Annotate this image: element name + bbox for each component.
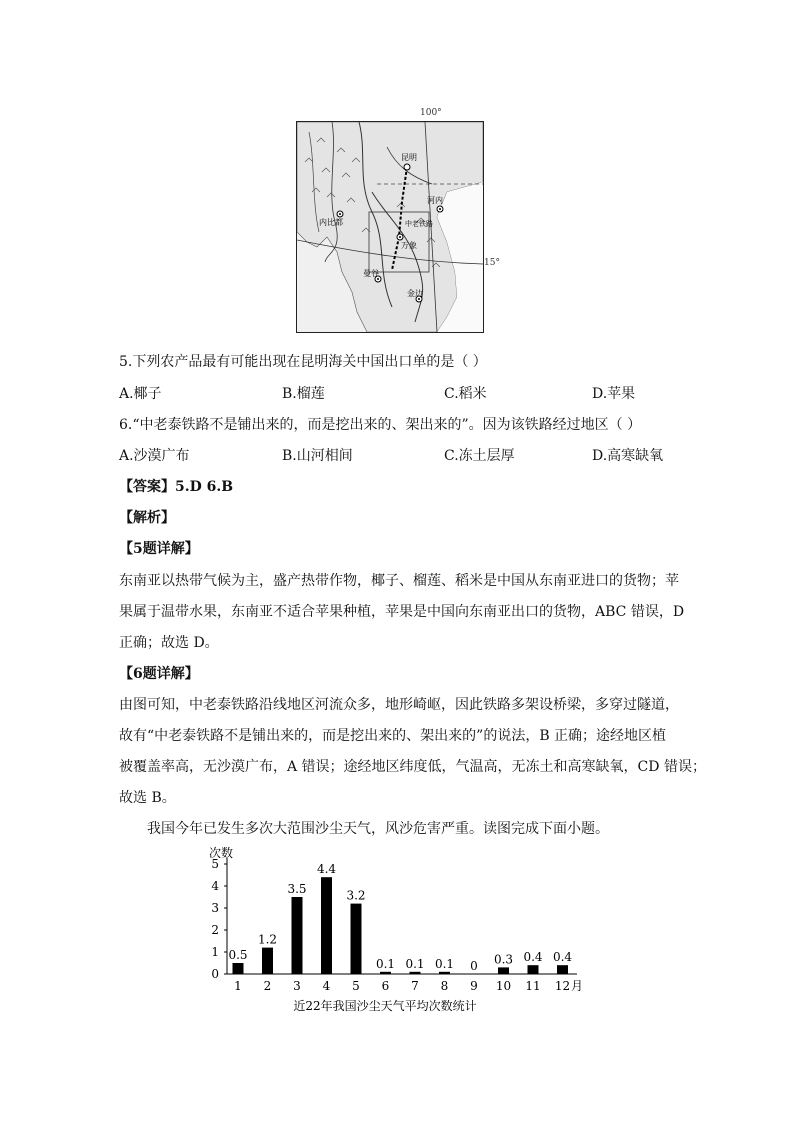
detail-6-line: 由图可知，中老泰铁路沿线地区河流众多，地形崎岖，因此铁路多架设桥梁，多穿过隧道， <box>119 697 679 713</box>
label-bangkok: 曼谷 <box>363 269 379 278</box>
detail-5-line: 正确；故选 D。 <box>119 635 219 651</box>
map-svg <box>297 122 483 332</box>
question-6-option-d: D.高寒缺氧 <box>592 448 664 464</box>
detail-5-heading: 【5题详解】 <box>119 541 199 557</box>
detail-5-line: 东南亚以热带气候为主，盛产热带作物，椰子、榴莲、稻米是中国从东南亚进口的货物；苹 <box>119 573 679 589</box>
label-vientiane: 万象 <box>401 241 417 250</box>
chart-x-tick-label: 10 <box>495 979 512 993</box>
detail-6-heading: 【6题详解】 <box>119 666 199 682</box>
chart-y-tick-label: 0 <box>211 967 219 981</box>
chart-bar <box>410 972 421 974</box>
chart-data-label: 0.5 <box>228 948 248 962</box>
chart-data-label: 1.2 <box>257 932 278 947</box>
chart-x-tick-label: 12 <box>554 979 571 993</box>
chart-x-tick-label: 9 <box>470 979 478 993</box>
chart-data-label: 0.1 <box>434 956 455 971</box>
label-hanoi: 河内 <box>427 196 443 205</box>
chart-y-tick-label: 5 <box>211 857 219 871</box>
chart-x-tick-label: 7 <box>411 979 419 993</box>
chart-data-label: 3.2 <box>346 888 366 903</box>
chart-bar <box>557 965 568 974</box>
chart-y-tick-label: 4 <box>211 879 219 893</box>
chart-data-label: 0.4 <box>552 950 573 965</box>
dust-question-intro: 我国今年已发生多次大范围沙尘天气，风沙危害严重。读图完成下面小题。 <box>147 821 609 837</box>
chart-data-label: 3.5 <box>287 882 307 896</box>
chart-bar <box>321 877 332 974</box>
chart-bar <box>380 972 391 974</box>
analysis-heading: 【解析】 <box>119 510 175 526</box>
chart-y-tick-label: 2 <box>211 923 219 937</box>
chart-data-label: 4.4 <box>316 862 337 877</box>
chart-y-tick-label: 1 <box>211 945 219 959</box>
city-kunming-marker <box>404 164 410 170</box>
chart-bar <box>292 897 303 974</box>
label-railway: 中老铁路 <box>405 220 433 228</box>
dust-weather-bar-chart <box>195 842 595 1017</box>
question-5-option-a: A.椰子 <box>119 386 162 402</box>
question-6-option-c: C.冻土层厚 <box>444 448 515 464</box>
chart-x-tick-label: 1 <box>234 979 242 993</box>
detail-6-line: 被覆盖率高，无沙漠广布，A 错误；途经地区纬度低，气温高，无冻土和高寒缺氧，CD 错误； <box>119 759 706 775</box>
chart-data-label: 0 <box>470 959 478 973</box>
chart-y-tick-label: 3 <box>211 901 219 915</box>
question-5-option-b: B.榴莲 <box>282 386 325 402</box>
detail-6-line: 故选 B。 <box>119 790 176 806</box>
chart-data-label: 0.1 <box>375 956 396 971</box>
chart-bar <box>439 972 450 974</box>
chart-x-tick-label: 3 <box>293 979 301 993</box>
chart-bar <box>498 967 509 974</box>
label-phnom-penh: 金边 <box>407 289 423 298</box>
question-6-option-a: A.沙漠广布 <box>119 448 190 464</box>
question-5-option-d: D.苹果 <box>592 386 636 402</box>
chart-x-tick-label: 2 <box>263 979 272 993</box>
answer-line: 【答案】5.D 6.B <box>119 479 234 495</box>
question-5-stem: 5.下列农产品最有可能出现在昆明海关中国出口单的是（ ） <box>119 354 487 370</box>
chart-x-tick-label: 8 <box>440 979 449 993</box>
label-kunming: 昆明 <box>401 153 417 162</box>
label-nay-pyi-taw: 内比都 <box>319 218 343 227</box>
chart-x-tick-label: 6 <box>381 979 390 993</box>
question-5-option-c: C.稻米 <box>444 386 487 402</box>
map-latitude-label: 15° <box>484 258 500 268</box>
chart-x-axis-unit: 月 <box>571 979 584 993</box>
chart-x-tick-label: 11 <box>525 979 541 993</box>
chart-bar <box>262 948 273 974</box>
chart-bar <box>233 963 244 974</box>
chart-title: 近22年我国沙尘天气平均次数统计 <box>293 999 477 1013</box>
chart-data-label: 0.4 <box>523 950 543 965</box>
detail-5-line: 果属于温带水果，东南亚不适合苹果种植，苹果是中国向东南亚出口的货物，ABC 错误，D <box>119 604 685 620</box>
question-6-stem: 6.“中老泰铁路不是铺出来的，而是挖出来的、架出来的”。因为该铁路经过地区（ ） <box>119 417 642 433</box>
map-longitude-label: 100° <box>420 108 442 118</box>
chart-x-tick-label: 5 <box>352 979 360 993</box>
detail-6-line: 故有“中老泰铁路不是铺出来的，而是挖出来的、架出来的”的说法，B 正确；途经地区植 <box>119 728 667 744</box>
chart-data-label: 0.3 <box>493 952 514 967</box>
chart-data-label: 0.1 <box>405 956 425 971</box>
chart-bar <box>528 965 539 974</box>
chart-bar <box>351 904 362 974</box>
chart-x-tick-label: 4 <box>322 979 331 993</box>
chart-y-axis-title: 次数 <box>209 846 234 860</box>
map-figure <box>296 121 484 333</box>
question-6-option-b: B.山河相间 <box>282 448 353 464</box>
